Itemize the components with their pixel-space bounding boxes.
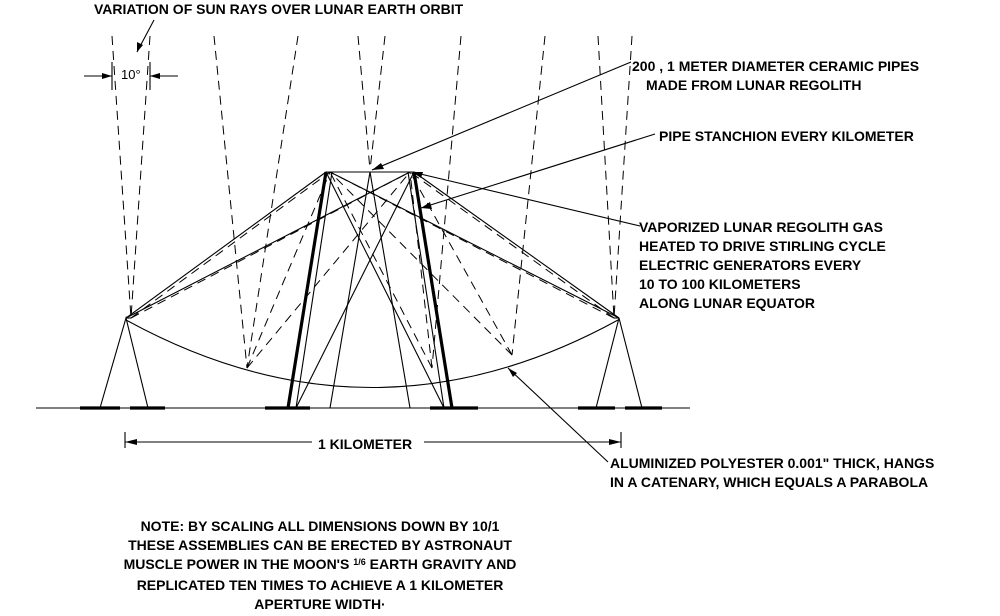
gas-label-line3: ELECTRIC GENERATORS EVERY <box>639 257 862 273</box>
leader-lines <box>372 62 655 462</box>
gas-label-line5: ALONG LUNAR EQUATOR <box>639 295 816 311</box>
sun-rays <box>112 36 632 368</box>
stanchion-label: PIPE STANCHION EVERY KILOMETER <box>659 128 914 144</box>
diagram-title: VARIATION OF SUN RAYS OVER LUNAR EARTH ORBIT <box>94 1 464 17</box>
note-line3 <box>70 555 570 576</box>
note-line3-post: EARTH GRAVITY AND <box>365 556 517 572</box>
edge-supports <box>100 318 642 408</box>
note-line3-pre: MUSCLE POWER IN THE MOON'S <box>123 556 354 572</box>
reflected-rays <box>131 172 614 368</box>
pipes-label-line1: 200 , 1 METER DIAMETER CERAMIC PIPES <box>632 58 920 74</box>
fraction-numerator: 1 <box>353 557 359 567</box>
gas-label-line1: VAPORIZED LUNAR REGOLITH GAS <box>639 219 883 235</box>
note-line1: NOTE: BY SCALING ALL DIMENSIONS DOWN BY 10/1 <box>140 518 500 534</box>
catenary-mirror <box>126 320 618 388</box>
note-line2: THESE ASSEMBLIES CAN BE ERECTED BY ASTRONAUT <box>128 537 512 553</box>
scaling-note <box>70 517 570 614</box>
note-line5: APERTURE WIDTH· <box>254 596 386 612</box>
gas-label-line4: 10 TO 100 KILOMETERS <box>639 276 801 292</box>
fraction-denominator: 6 <box>360 557 366 567</box>
edge-reflections <box>126 172 619 318</box>
angle-label: 10° <box>121 67 141 82</box>
pipes-label-line2: MADE FROM LUNAR REGOLITH <box>646 77 862 93</box>
gravity-fraction: 1/6 <box>353 557 366 567</box>
film-label-line1: ALUMINIZED POLYESTER 0.001" THICK, HANGS <box>610 455 935 471</box>
note-line4: REPLICATED TEN TIMES TO ACHIEVE A 1 KILOMETER <box>136 577 504 593</box>
width-label: 1 KILOMETER <box>318 436 413 452</box>
gas-label-line2: HEATED TO DRIVE STIRLING CYCLE <box>639 238 886 254</box>
film-label-line2: IN A CATENARY, WHICH EQUALS A PARABOLA <box>610 474 929 490</box>
